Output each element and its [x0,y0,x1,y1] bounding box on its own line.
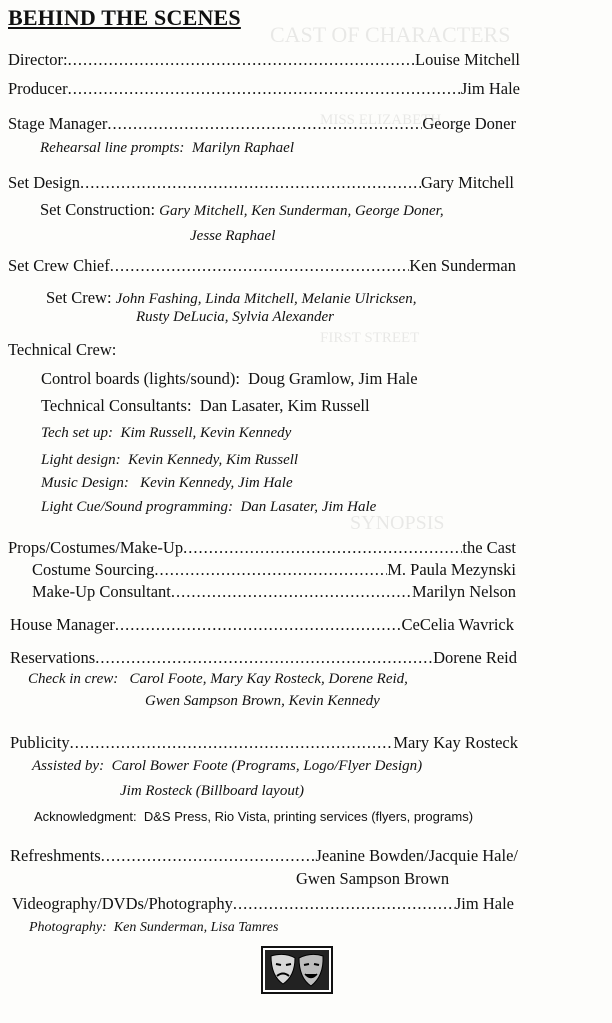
role-label: House Manager [10,615,115,634]
costume-sourcing-row [32,560,516,580]
dot-leader [233,894,455,914]
photography-line [29,920,278,936]
dot-leader [68,79,461,99]
tech-consultants-line [41,396,370,416]
dot-leader [154,560,387,580]
reservations-row [10,648,517,668]
ack-text: D&S Press, Rio Vista, printing services (flyers, programs) [143,809,474,824]
person-name: George Doner [422,114,516,133]
technical-crew-heading: Technical Crew: [8,340,117,359]
control-boards-line [41,369,418,389]
director-row [8,50,520,70]
person-name: Ken Sunderman [409,256,516,275]
person-names: Carol Bower Foote (Programs, Logo/Flyer Design) [111,758,423,774]
person-names: Kevin Kennedy, Kim Russell [128,452,299,468]
makeup-consultant-row [32,582,516,602]
person-name: the Cast [462,538,516,557]
light-cue-line [41,499,376,516]
producer-row [8,79,520,99]
person-names: Gary Mitchell, Ken Sunderman, George Doner, [159,203,444,219]
role-label: Props/Costumes/Make-Up [8,538,184,557]
acknowledgment-line [34,809,473,824]
role-label: Set Construction: [40,200,156,219]
role-label: Producer [8,79,68,98]
dot-leader [183,538,462,558]
dot-leader [107,114,422,134]
tech-setup-line [41,425,291,442]
dot-leader [68,50,415,70]
role-label: Assisted by: [32,758,105,774]
set-design-row [8,173,514,193]
role-label: Acknowledgment: [34,809,137,824]
refreshments-row [10,846,518,866]
person-name: Jim Hale [454,894,514,913]
role-label: Tech set up: [41,425,113,441]
role-label: Set Crew Chief [8,256,110,275]
role-label: Music Design: [41,475,129,491]
person-names: Doug Gramlow, Jim Hale [248,369,418,388]
person-names: John Fashing, Linda Mitchell, Melanie Ulricksen, [115,291,417,307]
person-name: Jim Hale [460,79,520,98]
dot-leader [115,615,402,635]
props-row [8,538,516,558]
person-name: Gary Mitchell [420,173,514,192]
person-names: Dan Lasater, Jim Hale [240,499,377,515]
role-label: Technical Consultants: [41,396,192,415]
publicity-row [10,733,518,753]
stage-manager-row [8,114,516,134]
dot-leader [95,648,433,668]
role-label: Videography/DVDs/Photography [12,894,233,913]
assisted-by-line [32,758,422,775]
person-name: M. Paula Mezynski [387,560,516,579]
refreshments-line-2: Gwen Sampson Brown [296,869,450,888]
role-label: Stage Manager [8,114,108,133]
role-label: Control boards (lights/sound): [41,369,240,388]
role-label: Set Crew: [46,288,112,307]
set-construction-line [40,200,444,220]
role-label: Publicity [10,733,70,752]
role-label: Photography: [29,920,107,935]
check-in-line-2: Gwen Sampson Brown, Kevin Kennedy [145,693,380,709]
person-names: Jeanine Bowden/Jacquie Hale/ [315,846,518,865]
role-label: Director: [8,50,68,69]
house-manager-row [10,615,514,635]
person-names: Carol Foote, Mary Kay Rosteck, Dorene Reid, [129,671,408,687]
set-crew-line [46,288,416,308]
dot-leader [110,256,409,276]
music-design-line [41,475,293,492]
role-label: Costume Sourcing [32,560,155,579]
set-crew-chief-row [8,256,516,276]
person-name: Mary Kay Rosteck [393,733,518,752]
dot-leader [70,733,394,753]
light-design-line [41,452,298,469]
role-label: Make-Up Consultant [32,582,171,601]
role-label: Light Cue/Sound programming: [41,499,233,515]
person-names: Kevin Kennedy, Jim Hale [140,475,293,491]
role-label: Rehearsal line prompts: [40,140,185,156]
role-label: Reservations [10,648,96,667]
dot-leader [101,846,316,866]
person-name: Marilyn Nelson [411,582,516,601]
check-in-line [28,671,408,688]
person-name: Marilyn Raphael [191,140,295,156]
page-title: BEHIND THE SCENES [8,5,241,30]
set-crew-line-2: Rusty DeLucia, Sylvia Alexander [136,309,335,325]
set-construction-line-2: Jesse Raphael [190,228,276,244]
person-name: Louise Mitchell [415,50,520,69]
role-label: Set Design [8,173,80,192]
dot-leader [80,173,421,193]
dot-leader [171,582,412,602]
videography-row [12,894,514,914]
rehearsal-line [40,140,294,157]
role-label: Light design: [41,452,121,468]
person-name: Dorene Reid [433,648,517,667]
role-label: Refreshments [10,846,101,865]
person-name: CeCelia Wavrick [401,615,514,634]
person-names: Dan Lasater, Kim Russell [199,396,370,415]
person-names: Ken Sunderman, Lisa Tamres [113,920,279,935]
theatre-masks-icon [261,946,333,994]
role-label: Check in crew: [28,671,119,687]
person-names: Kim Russell, Kevin Kennedy [120,425,292,441]
assisted-by-line-2: Jim Rosteck (Billboard layout) [120,783,304,799]
